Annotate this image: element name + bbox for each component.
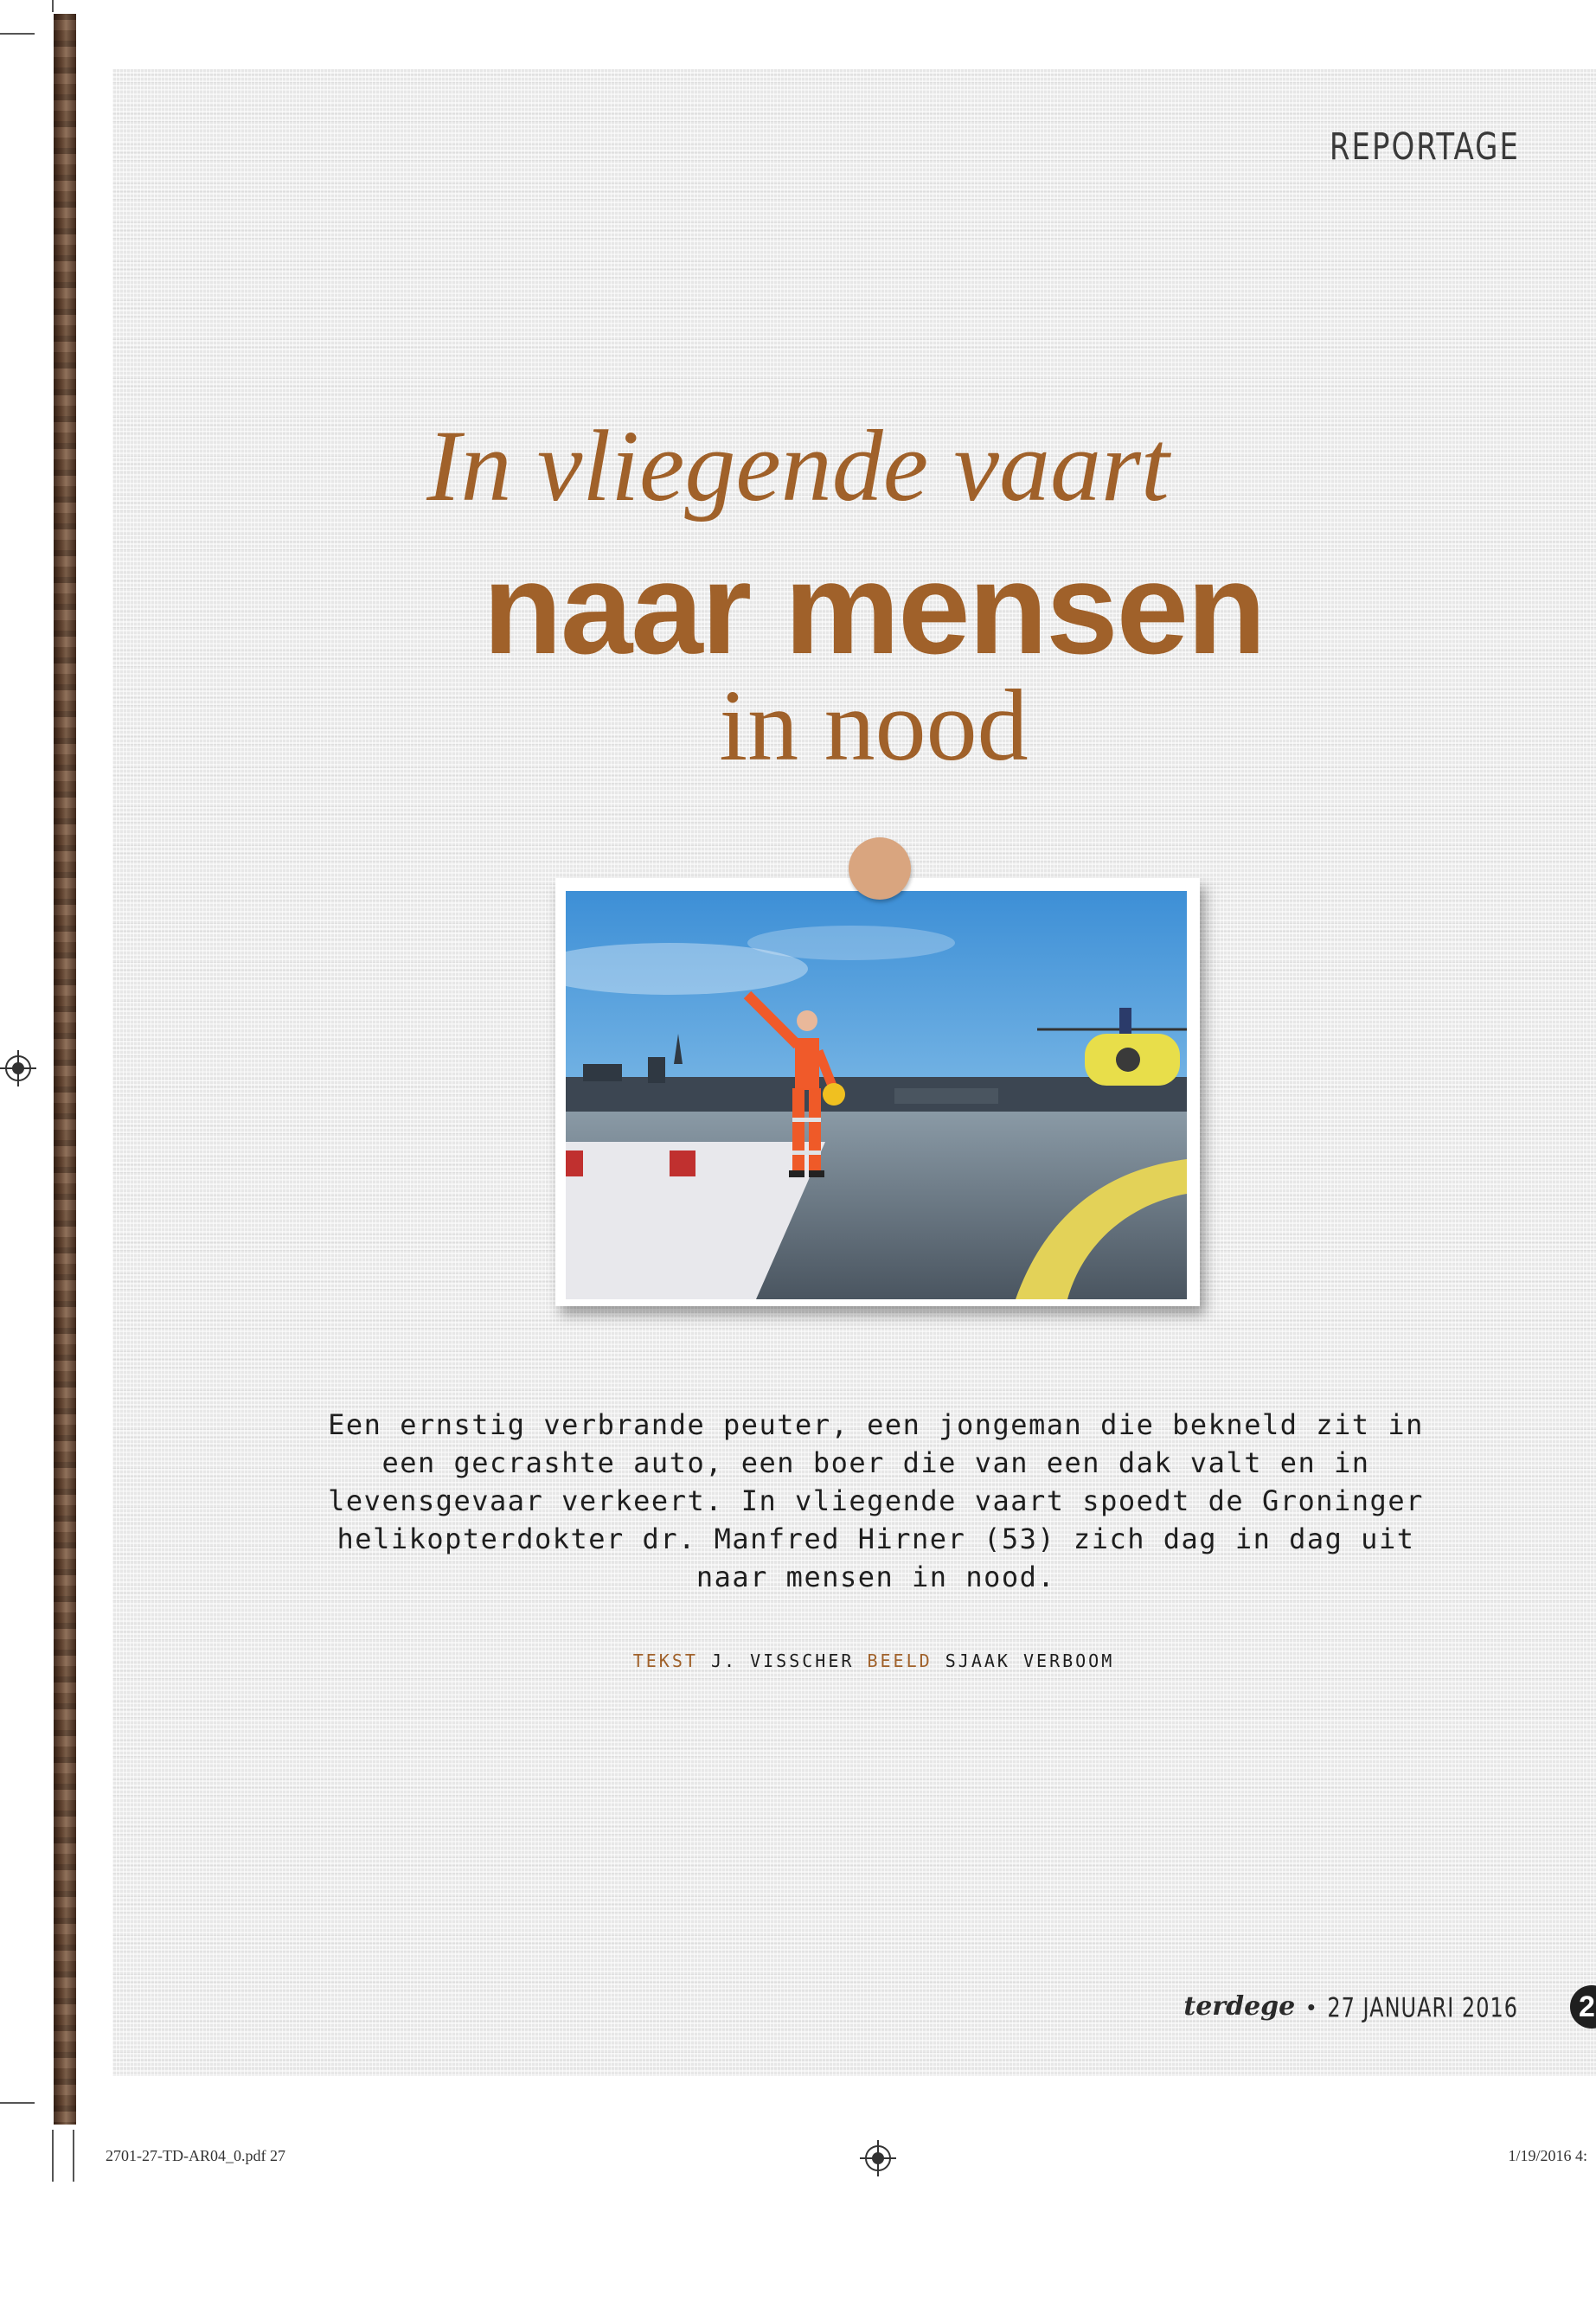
registration-mark-icon	[5, 1055, 31, 1081]
crop-mark	[52, 2130, 54, 2182]
slug-filename: 2701-27-TD-AR04_0.pdf 27	[106, 2147, 285, 2164]
page-number: 2	[1570, 1985, 1596, 2029]
slug-timestamp: 1/19/2016 4:	[1508, 2147, 1587, 2164]
headline-line-3: in nood	[719, 669, 1029, 782]
crop-mark	[0, 33, 35, 35]
credit-text-author: J. VISSCHER	[710, 1650, 855, 1671]
intro-paragraph: Een ernstig verbrande peuter, een jongeman die bekneld zit in een gecrashte auto, een boer die van een dak valt en in levensgevaar verkeert. In vliegende vaart spoedt de Groninger helikopterdokter dr. Manfred Hirner (53) zich dag in dag uit naar mensen in nood.	[328, 1408, 1424, 1593]
footer-separator: •	[1307, 1994, 1316, 2020]
previous-page-bleed	[54, 14, 76, 2125]
footer	[1183, 1991, 1518, 2022]
headline-line-2: naar mensen	[483, 535, 1265, 681]
headline-line-1: In vliegende vaart	[426, 409, 1170, 522]
registration-mark-icon	[865, 2145, 891, 2171]
helicopter-pilot-photo	[566, 891, 1187, 1299]
photo	[555, 878, 1200, 1306]
credit-text-label: TEKST	[632, 1650, 698, 1671]
pin-icon	[849, 837, 911, 900]
crop-mark	[0, 2102, 35, 2104]
crop-mark	[73, 2130, 74, 2182]
credits	[0, 1650, 1596, 1671]
crop-mark	[52, 0, 54, 12]
brand-logo: terdege	[1183, 1991, 1296, 2022]
credit-image-author: SJAAK VERBOOM	[945, 1650, 1115, 1671]
credit-image-label: BEELD	[867, 1650, 933, 1671]
section-label: REPORTAGE	[1329, 125, 1520, 169]
issue-date: 27 JANUARI 2016	[1327, 1991, 1518, 2024]
